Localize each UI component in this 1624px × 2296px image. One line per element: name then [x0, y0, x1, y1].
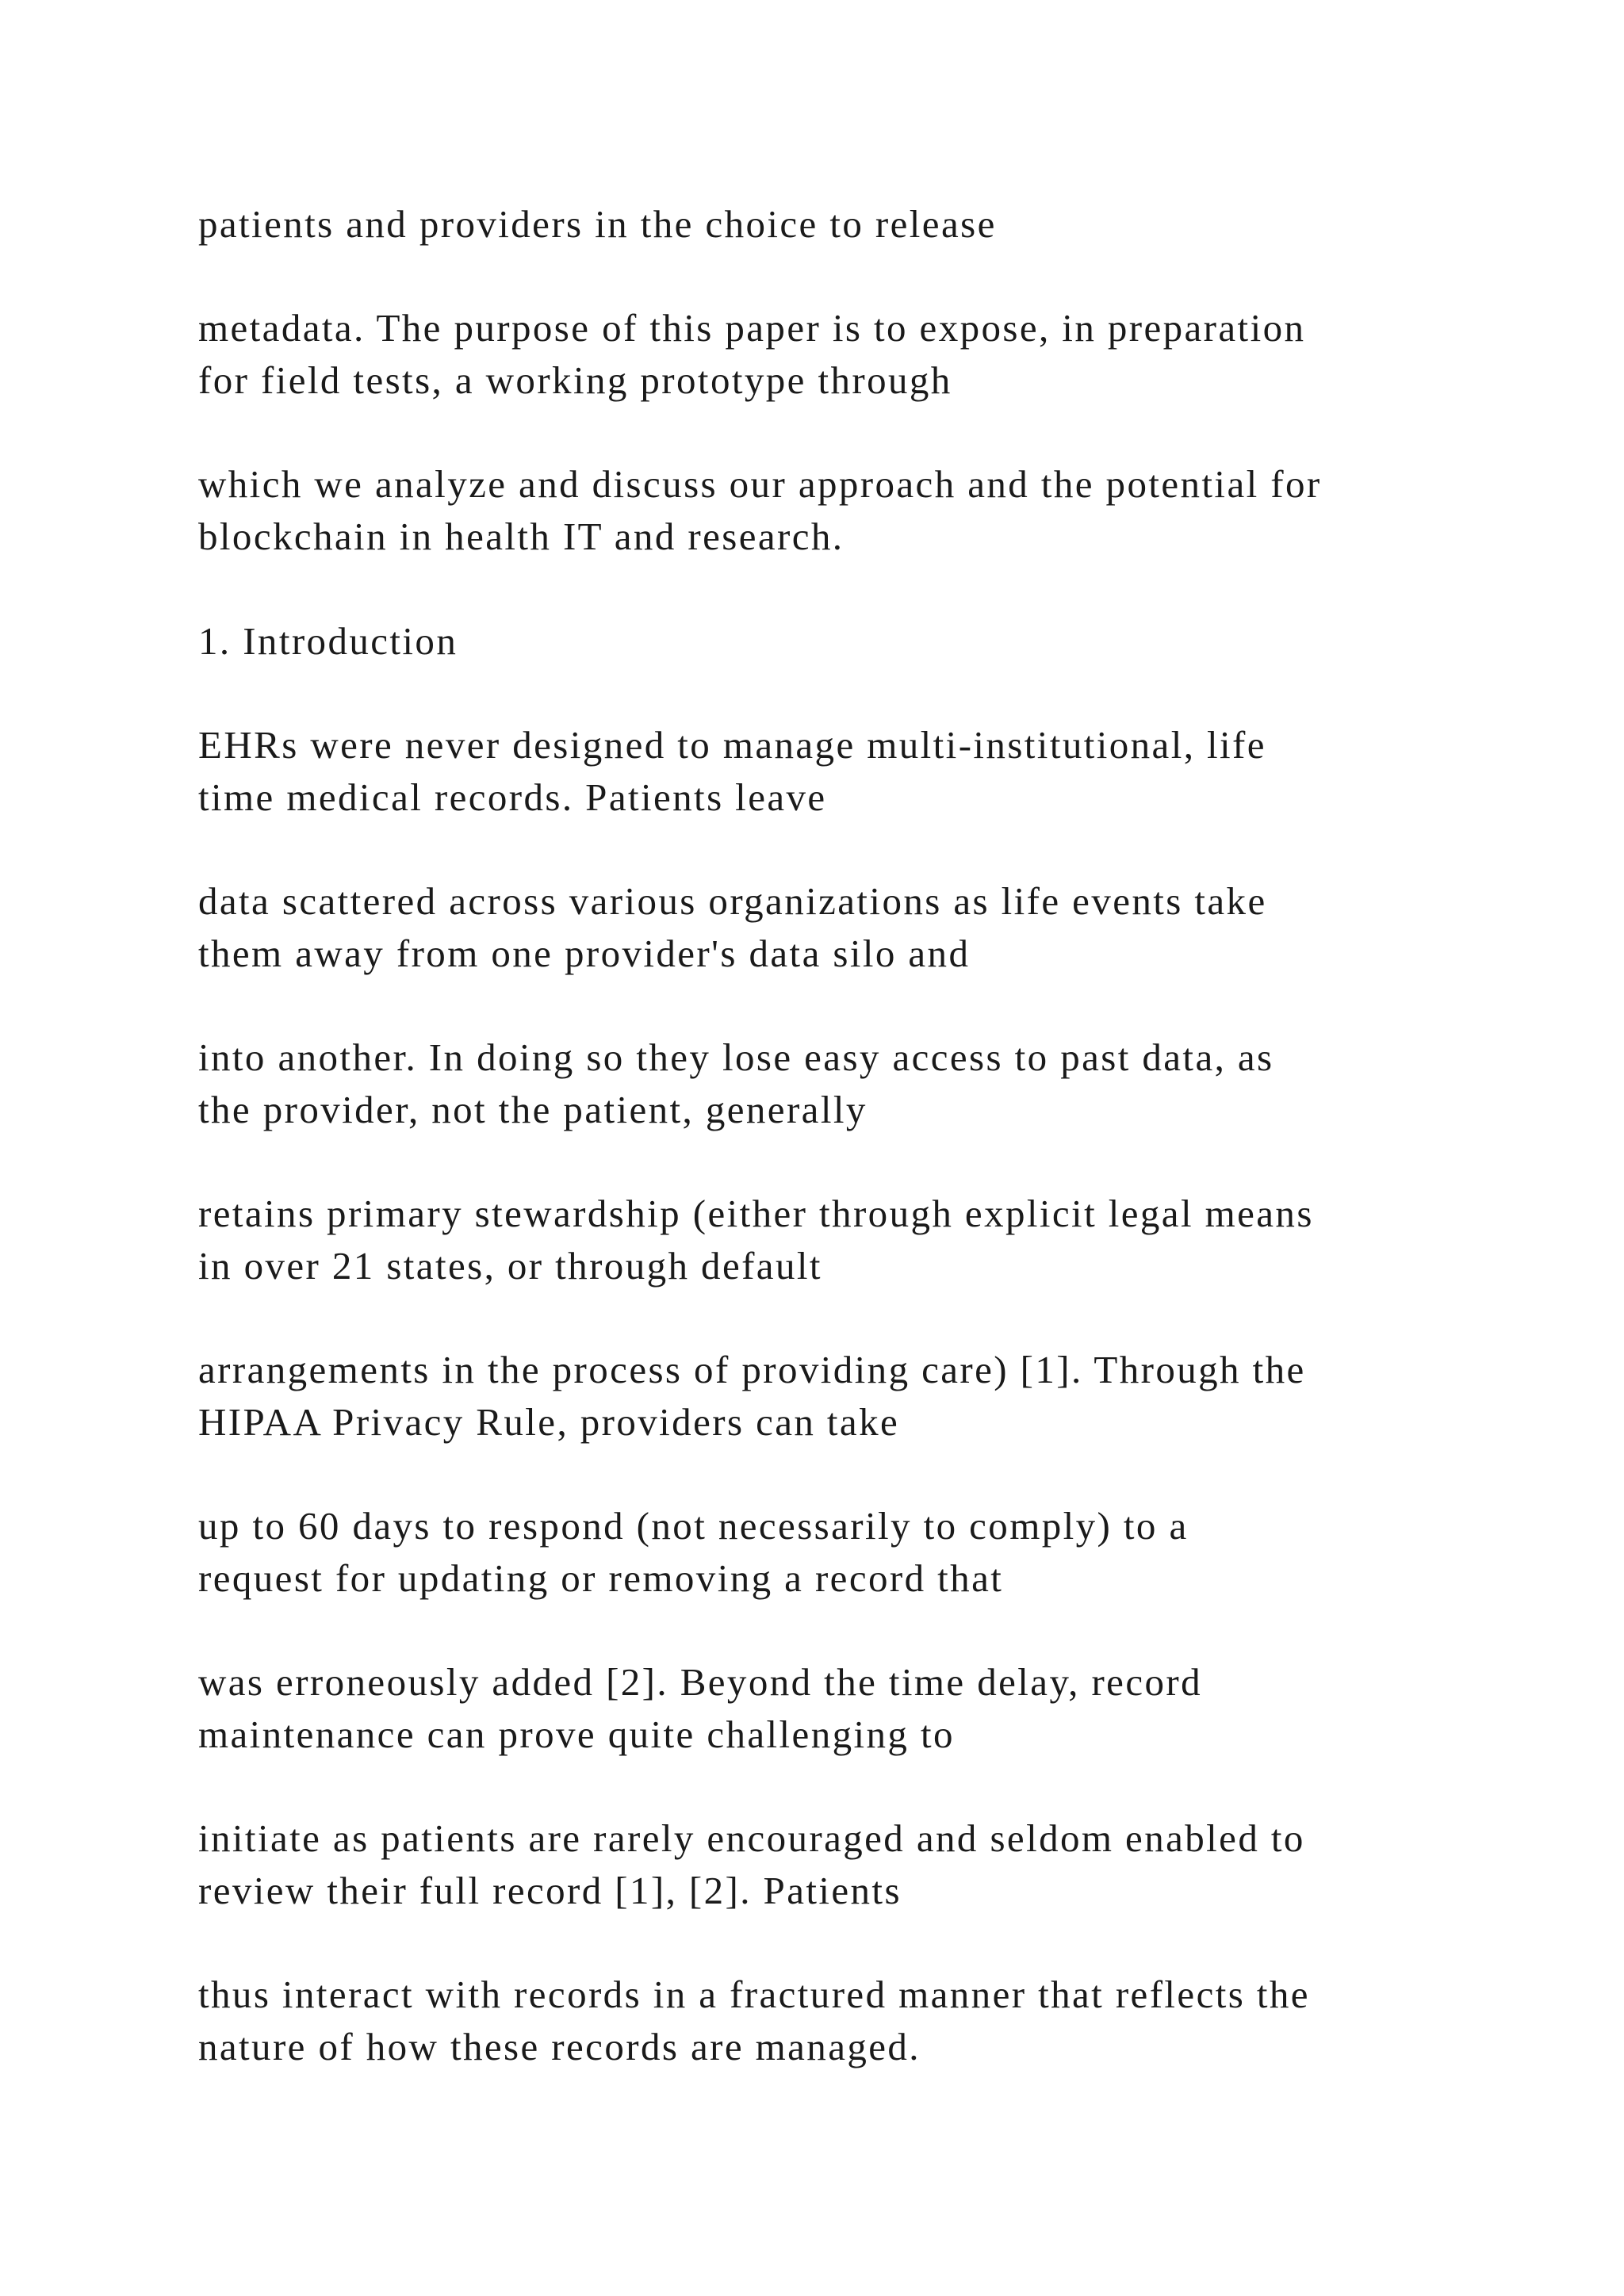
- text-line: data scattered across various organizations as life events take: [198, 879, 1267, 923]
- paragraph: [198, 1031, 1483, 1136]
- text-line: which we analyze and discuss our approach and the potential for: [198, 462, 1322, 506]
- text-line: HIPAA Privacy Rule, providers can take: [198, 1400, 900, 1444]
- text-line: nature of how these records are managed.: [198, 2025, 921, 2068]
- text-line: blockchain in health IT and research.: [198, 515, 845, 558]
- paragraph: [198, 875, 1483, 980]
- text-line: initiate as patients are rarely encouraged and seldom enabled to: [198, 1816, 1305, 1860]
- paragraph: [198, 1188, 1483, 1292]
- text-line: them away from one provider's data silo and: [198, 932, 971, 975]
- text-line: in over 21 states, or through default: [198, 1244, 822, 1288]
- text-line: metadata. The purpose of this paper is to expose, in preparation: [198, 306, 1306, 350]
- text-line: maintenance can prove quite challenging to: [198, 1712, 955, 1756]
- text-line: for field tests, a working prototype through: [198, 358, 952, 402]
- paragraph: [198, 1656, 1483, 1761]
- text-line: arrangements in the process of providing care) [1]. Through the: [198, 1348, 1306, 1391]
- paragraph: [198, 198, 1483, 251]
- paragraph: [198, 1500, 1483, 1605]
- section-heading: [198, 615, 1483, 668]
- paragraph: [198, 302, 1483, 407]
- paragraph: [198, 1969, 1483, 2073]
- text-line: request for updating or removing a record that: [198, 1556, 1004, 1600]
- paragraph: [198, 719, 1483, 824]
- text-line: the provider, not the patient, generally: [198, 1088, 868, 1131]
- text-line: thus interact with records in a fractured manner that reflects the: [198, 1973, 1310, 2016]
- paragraph: [198, 458, 1483, 563]
- text-line: retains primary stewardship (either through explicit legal means: [198, 1192, 1314, 1235]
- text-line: EHRs were never designed to manage multi-institutional, life: [198, 723, 1266, 767]
- paragraph: [198, 1344, 1483, 1448]
- text-line: into another. In doing so they lose easy access to past data, as: [198, 1035, 1274, 1079]
- text-line: review their full record [1], [2]. Patients: [198, 1869, 902, 1912]
- text-line: up to 60 days to respond (not necessarily to comply) to a: [198, 1504, 1189, 1548]
- text-line: was erroneously added [2]. Beyond the time delay, record: [198, 1660, 1202, 1704]
- text-line: patients and providers in the choice to release: [198, 202, 997, 246]
- paragraph: [198, 1812, 1483, 1917]
- heading-introduction: 1. Introduction: [198, 619, 458, 663]
- text-line: time medical records. Patients leave: [198, 775, 827, 819]
